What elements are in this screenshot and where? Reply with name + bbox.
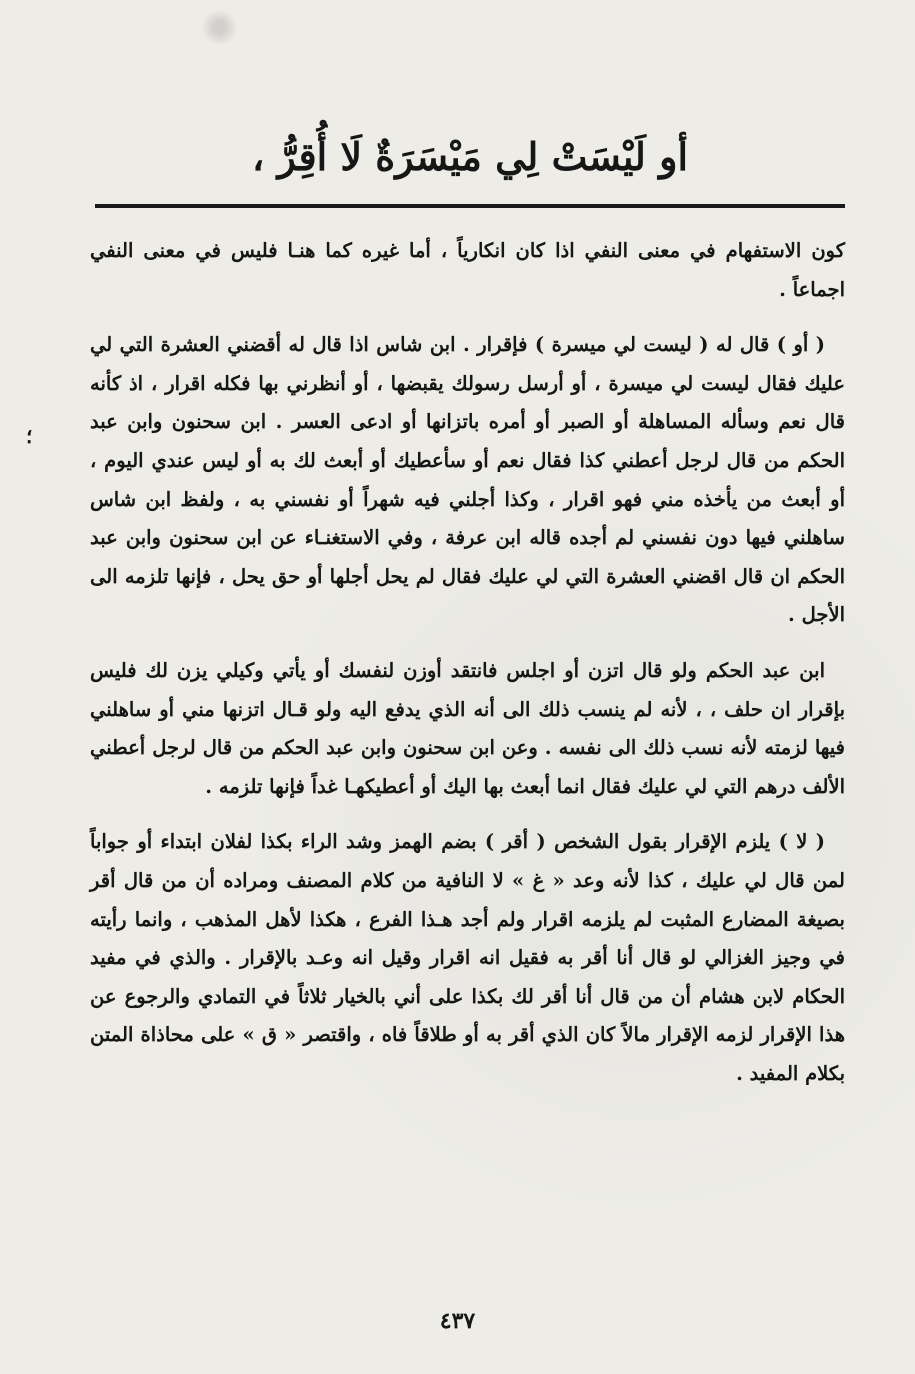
paragraph-2: ( أو ) قال له ( ليست لي ميسرة ) فإقرار . ابن شاس اذا قال له أقضني العشرة التي لي عليك فقال ليست لي ميسرة ، أو أرسل رسولك يقبضها ، أو أنظرني بها فكله اقرار ، اذ كأنه قال نعم وسأله المساهلة أو الصبر أو أمره باتزانها أو ادعى العسر . ابن سحنون وابن عبد الحكم من قال لرجل أعطني كذا فقال نعم أو سأعطيك أو أبعث لك به أو ليس عندي اليوم ، أو أبعث من يأخذه مني فهو اقرار ، وكذا أجلني فيه شهراً أو نفسني به ، ولفظ ابن شاس ساهلني فيها دون نفسني لم أجده قاله ابن عرفة ، وفي الاستغنـاء عن ابن سحنون وابن عبد الحكم ان قال اقضني العشرة التي لي عليك فقال لم يحل أجلها أو حق يحل ، فإنها تلزمه الى الأجل . [90, 333, 845, 627]
page-number: ٤٣٧ [439, 1308, 476, 1334]
paragraph-1: كون الاستفهام في معنى النفي اذا كان انكارياً ، أما غيره كما هنـا فليس في معنى النفي اجماعاً . [90, 239, 845, 301]
page-title: أو لَيْسَتْ لِي مَيْسَرَةٌ لَا أُقِرُّ ، [251, 134, 689, 179]
margin-mark: ؛ [26, 424, 33, 448]
paragraph-4: ( لا ) يلزم الإقرار بقول الشخص ( أقر ) بضم الهمز وشد الراء بكذا لفلان ابتداء أو جواباً لمن قال لي عليك ، كذا لأنه وعد « غ » لا النافية من كلام المصنف ومراده أن من قال أقر بصيغة المضارع المثبت لم يلزمه اقرار ولم أجد هـذا الفرع ، هكذا لأهل المذهب ، وانما رأيته في وجيز الغزالي لو قال أنا أقر به فقيل انه اقرار وقيل انه وعـد بالإقرار . والذي في مفيد الحكام لابن هشام أن من قال أنا أقر لك بكذا على أني بالخيار ثلاثاً في التمادي والرجوع عن هذا الإقرار لزمه الإقرار مالاً كان الذي أقر به أو طلاقاً فاه ، واقتصر « ق » على محاذاة المتن بكلام المفيد . [90, 830, 845, 1085]
header-divider [95, 204, 845, 208]
body-text [90, 232, 845, 1110]
paragraph-3: ابن عبد الحكم ولو قال اتزن أو اجلس فانتقد أوزن لنفسك أو يأتي وكيلي يزن لك فليس بإقرار ان حلف ، ، لأنه لم ينسب ذلك الى أنه الذي يدفع اليه ولو قـال اتزنها مني أو ساهلني فيها لزمته لأنه نسب ذلك الى نفسه . وعن ابن سحنون وابن عبد الحكم من قال لرجل أعطني الألف درهم التي لي عليك فقال انما أبعث بها اليك أو أعطيكهـا غداً فإنها تلزمه . [90, 658, 845, 798]
page-header [95, 120, 845, 210]
